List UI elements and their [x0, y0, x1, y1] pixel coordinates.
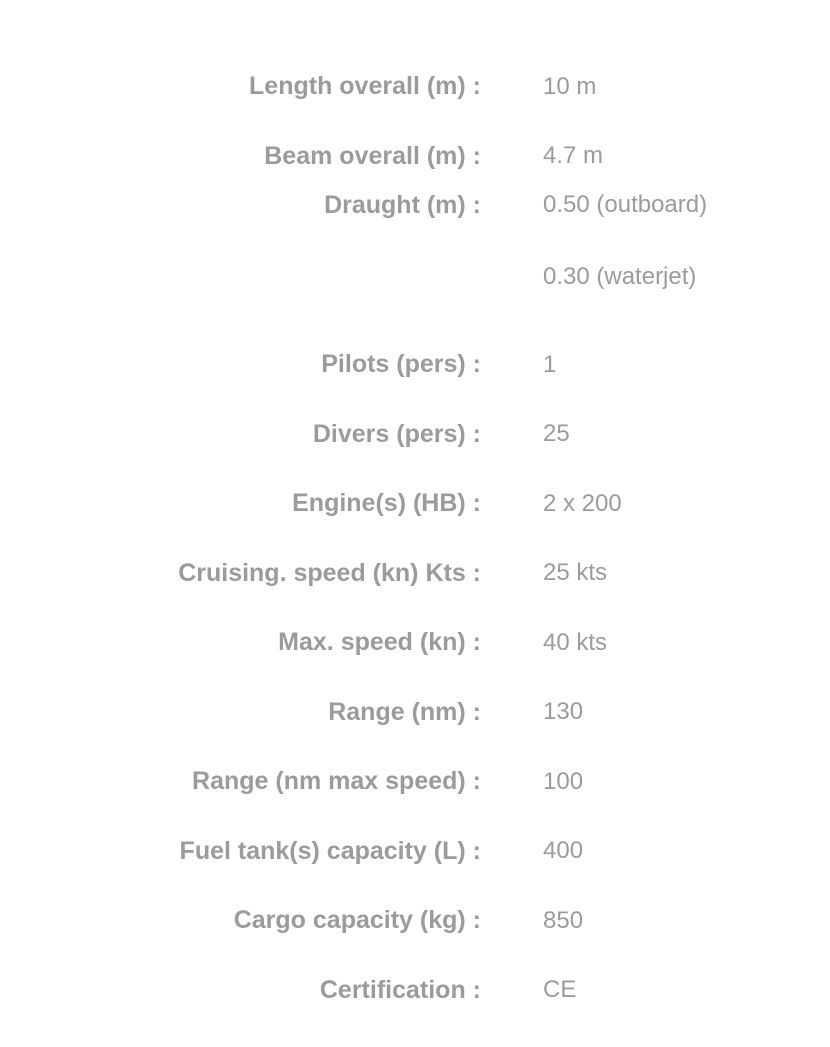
table-row	[0, 956, 830, 1026]
spec-value	[481, 191, 830, 330]
spec-value: 2 x 200	[543, 489, 622, 517]
spec-value: 25 kts	[543, 559, 608, 587]
spec-label: Range (nm max speed) :	[192, 767, 481, 796]
table-row	[0, 52, 830, 122]
spec-label: Beam overall (m) :	[264, 141, 481, 170]
spec-value: 25	[543, 420, 570, 448]
spec-value-line-1: 0.50 (outboard)	[543, 191, 708, 218]
spec-label: Cruising. speed (kn) Kts :	[178, 558, 481, 587]
spec-label: Engine(s) (HB) :	[292, 489, 481, 518]
table-row	[0, 191, 830, 330]
table-row	[0, 330, 830, 400]
spec-label: Cargo capacity (kg) :	[233, 906, 481, 935]
spec-label: Length overall (m) :	[249, 72, 481, 101]
table-row	[0, 608, 830, 678]
specifications-table	[0, 52, 830, 1025]
table-row	[0, 539, 830, 609]
table-row	[0, 817, 830, 887]
table-row	[0, 400, 830, 470]
spec-value: 130	[543, 698, 584, 726]
spec-label: Pilots (pers) :	[321, 350, 481, 379]
spec-label: Certification :	[319, 975, 481, 1004]
spec-label: Draught (m) :	[324, 191, 481, 219]
spec-label: Divers (pers) :	[312, 419, 481, 448]
spec-value: 4.7 m	[543, 142, 604, 170]
spec-value: 850	[543, 906, 584, 934]
spec-label: Range (nm) :	[328, 697, 481, 726]
spec-value: 40 kts	[543, 628, 608, 656]
table-row	[0, 122, 830, 192]
spec-value: 1	[543, 350, 557, 378]
table-row	[0, 469, 830, 539]
specifications-table-body	[0, 52, 830, 1025]
spec-label: Fuel tank(s) capacity (L) :	[179, 836, 481, 865]
spec-value: 100	[543, 767, 584, 795]
spec-value: 10 m	[543, 72, 597, 100]
table-row	[0, 747, 830, 817]
table-row	[0, 678, 830, 748]
spec-label: Max. speed (kn) :	[278, 628, 481, 657]
table-row	[0, 886, 830, 956]
spec-value: CE	[543, 976, 577, 1004]
spec-value-line-2: 0.30 (waterjet)	[543, 263, 697, 290]
spec-value: 400	[543, 837, 584, 865]
